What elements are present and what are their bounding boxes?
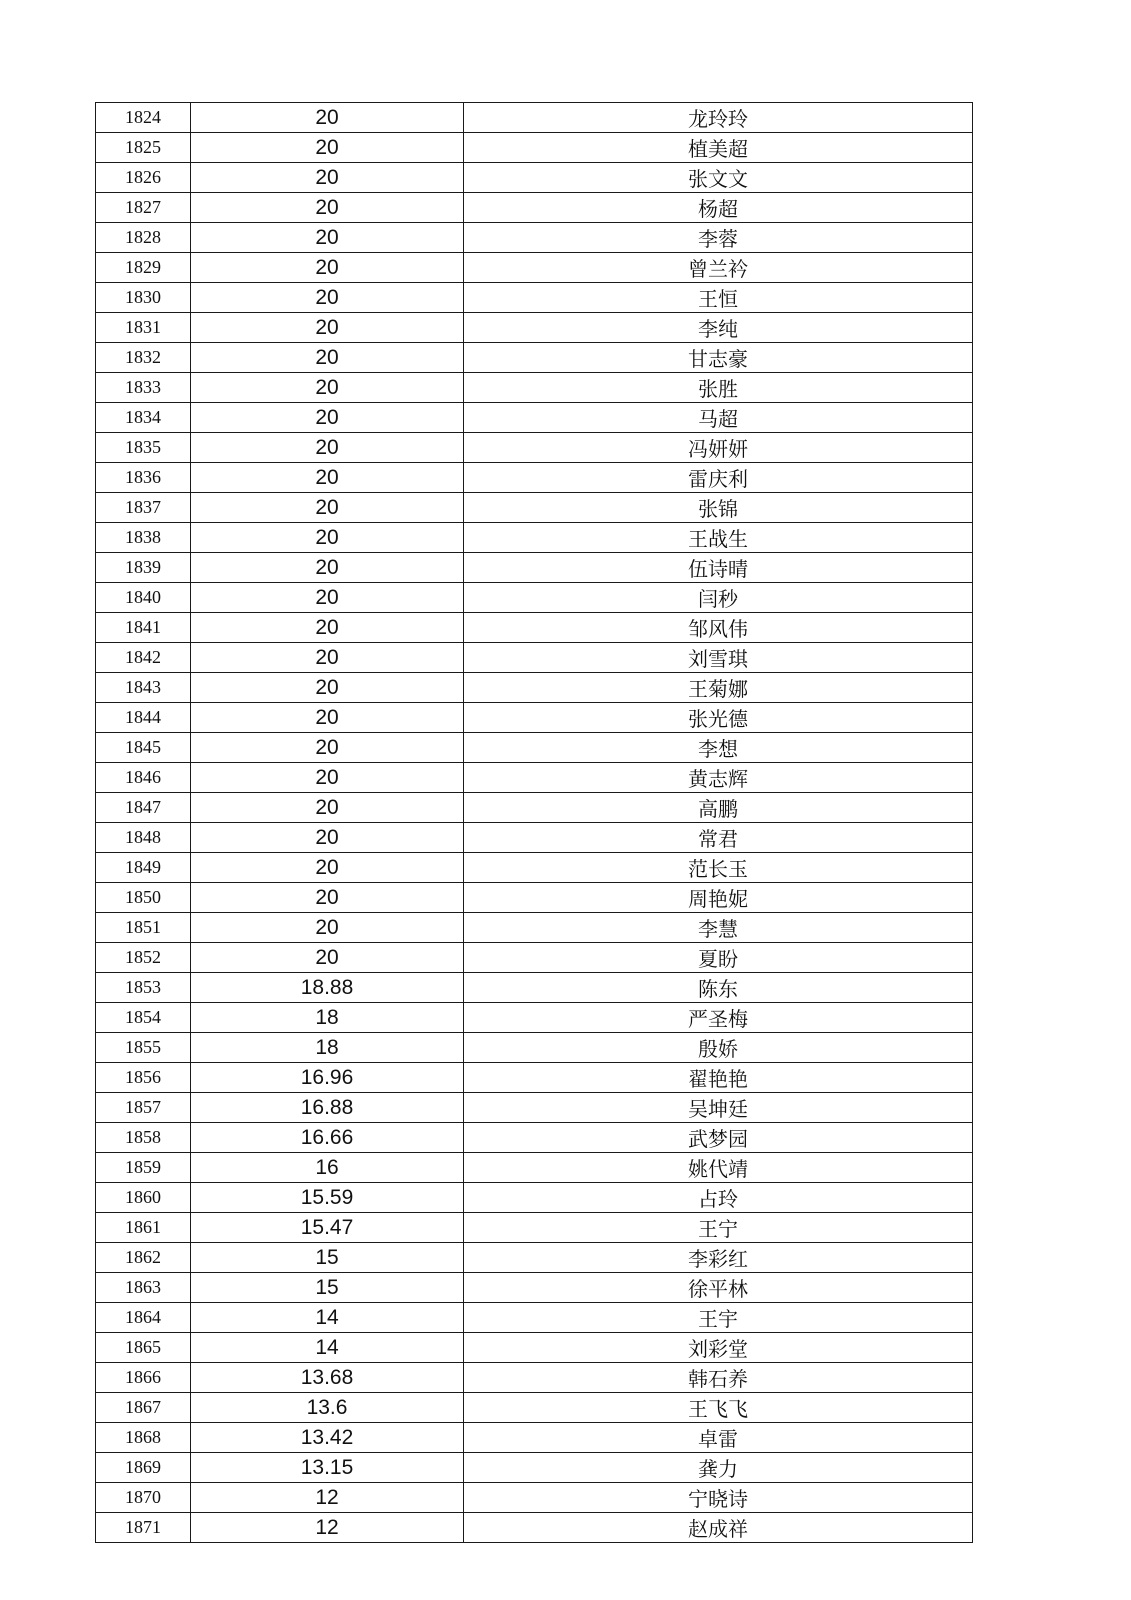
amount-cell: 16.96	[191, 1063, 464, 1093]
name-cell: 张光德	[464, 703, 973, 733]
name-cell: 张胜	[464, 373, 973, 403]
amount-cell: 20	[191, 463, 464, 493]
amount-cell: 20	[191, 253, 464, 283]
amount-cell: 20	[191, 343, 464, 373]
row-number-cell: 1841	[96, 613, 191, 643]
name-cell: 李蓉	[464, 223, 973, 253]
row-number-cell: 1866	[96, 1363, 191, 1393]
amount-cell: 20	[191, 703, 464, 733]
table-row	[96, 1333, 973, 1363]
table-row	[96, 403, 973, 433]
amount-cell: 15.47	[191, 1213, 464, 1243]
row-number-cell: 1825	[96, 133, 191, 163]
table-row	[96, 883, 973, 913]
amount-cell: 20	[191, 553, 464, 583]
table-row	[96, 1093, 973, 1123]
amount-cell: 20	[191, 613, 464, 643]
amount-cell: 18	[191, 1033, 464, 1063]
name-cell: 张锦	[464, 493, 973, 523]
row-number-cell: 1848	[96, 823, 191, 853]
table-row	[96, 433, 973, 463]
row-number-cell: 1830	[96, 283, 191, 313]
amount-cell: 20	[191, 733, 464, 763]
amount-cell: 18.88	[191, 973, 464, 1003]
name-cell: 占玲	[464, 1183, 973, 1213]
amount-cell: 13.6	[191, 1393, 464, 1423]
amount-cell: 20	[191, 523, 464, 553]
amount-cell: 15	[191, 1273, 464, 1303]
name-cell: 王宁	[464, 1213, 973, 1243]
row-number-cell: 1850	[96, 883, 191, 913]
amount-cell: 14	[191, 1333, 464, 1363]
table-row	[96, 1453, 973, 1483]
amount-cell: 20	[191, 223, 464, 253]
row-number-cell: 1858	[96, 1123, 191, 1153]
amount-cell: 16.66	[191, 1123, 464, 1153]
amount-cell: 13.15	[191, 1453, 464, 1483]
name-cell: 冯妍妍	[464, 433, 973, 463]
row-number-cell: 1824	[96, 103, 191, 133]
amount-cell: 20	[191, 763, 464, 793]
row-number-cell: 1831	[96, 313, 191, 343]
amount-cell: 12	[191, 1483, 464, 1513]
table-row	[96, 733, 973, 763]
amount-cell: 18	[191, 1003, 464, 1033]
amount-cell: 20	[191, 193, 464, 223]
row-number-cell: 1839	[96, 553, 191, 583]
name-cell: 闫秒	[464, 583, 973, 613]
row-number-cell: 1856	[96, 1063, 191, 1093]
name-cell: 植美超	[464, 133, 973, 163]
name-cell: 马超	[464, 403, 973, 433]
row-number-cell: 1855	[96, 1033, 191, 1063]
name-cell: 邹风伟	[464, 613, 973, 643]
row-number-cell: 1854	[96, 1003, 191, 1033]
name-cell: 黄志辉	[464, 763, 973, 793]
table-row	[96, 1423, 973, 1453]
amount-cell: 20	[191, 823, 464, 853]
table-row	[96, 1273, 973, 1303]
row-number-cell: 1859	[96, 1153, 191, 1183]
name-cell: 杨超	[464, 193, 973, 223]
table-row	[96, 253, 973, 283]
table-body	[96, 103, 973, 1543]
table-row	[96, 853, 973, 883]
table-row	[96, 1183, 973, 1213]
name-cell: 伍诗晴	[464, 553, 973, 583]
row-number-cell: 1864	[96, 1303, 191, 1333]
table-row	[96, 1513, 973, 1543]
name-cell: 高鹏	[464, 793, 973, 823]
amount-cell: 20	[191, 673, 464, 703]
name-cell: 王战生	[464, 523, 973, 553]
amount-cell: 20	[191, 493, 464, 523]
row-number-cell: 1863	[96, 1273, 191, 1303]
name-cell: 夏盼	[464, 943, 973, 973]
amount-cell: 20	[191, 283, 464, 313]
amount-cell: 20	[191, 133, 464, 163]
table-row	[96, 1483, 973, 1513]
table-row	[96, 613, 973, 643]
table-row	[96, 193, 973, 223]
table-row	[96, 523, 973, 553]
name-cell: 张文文	[464, 163, 973, 193]
table-row	[96, 223, 973, 253]
name-cell: 刘彩堂	[464, 1333, 973, 1363]
amount-cell: 20	[191, 853, 464, 883]
table-row	[96, 1033, 973, 1063]
row-number-cell: 1868	[96, 1423, 191, 1453]
table-row	[96, 103, 973, 133]
name-cell: 韩石养	[464, 1363, 973, 1393]
row-number-cell: 1851	[96, 913, 191, 943]
name-cell: 刘雪琪	[464, 643, 973, 673]
amount-cell: 20	[191, 313, 464, 343]
name-cell: 吴坤廷	[464, 1093, 973, 1123]
row-number-cell: 1837	[96, 493, 191, 523]
name-cell: 王菊娜	[464, 673, 973, 703]
row-number-cell: 1834	[96, 403, 191, 433]
amount-cell: 16	[191, 1153, 464, 1183]
amount-cell: 20	[191, 883, 464, 913]
name-cell: 李彩红	[464, 1243, 973, 1273]
table-row	[96, 1153, 973, 1183]
name-cell: 宁晓诗	[464, 1483, 973, 1513]
table-row	[96, 643, 973, 673]
table-row	[96, 583, 973, 613]
row-number-cell: 1832	[96, 343, 191, 373]
table-row	[96, 1393, 973, 1423]
row-number-cell: 1867	[96, 1393, 191, 1423]
amount-cell: 20	[191, 403, 464, 433]
row-number-cell: 1871	[96, 1513, 191, 1543]
table-row	[96, 553, 973, 583]
row-number-cell: 1862	[96, 1243, 191, 1273]
row-number-cell: 1836	[96, 463, 191, 493]
name-cell: 曾兰衿	[464, 253, 973, 283]
name-cell: 常君	[464, 823, 973, 853]
name-cell: 姚代靖	[464, 1153, 973, 1183]
table-row	[96, 283, 973, 313]
amount-cell: 20	[191, 433, 464, 463]
row-number-cell: 1828	[96, 223, 191, 253]
amount-cell: 20	[191, 163, 464, 193]
table-row	[96, 973, 973, 1003]
name-cell: 殷娇	[464, 1033, 973, 1063]
amount-cell: 20	[191, 583, 464, 613]
table-row	[96, 823, 973, 853]
name-cell: 翟艳艳	[464, 1063, 973, 1093]
table-row	[96, 313, 973, 343]
table-row	[96, 793, 973, 823]
row-number-cell: 1861	[96, 1213, 191, 1243]
name-cell: 李慧	[464, 913, 973, 943]
table-row	[96, 913, 973, 943]
amount-cell: 20	[191, 103, 464, 133]
name-cell: 雷庆利	[464, 463, 973, 493]
name-cell: 武梦园	[464, 1123, 973, 1153]
row-number-cell: 1842	[96, 643, 191, 673]
table-row	[96, 703, 973, 733]
name-cell: 王飞飞	[464, 1393, 973, 1423]
table-row	[96, 373, 973, 403]
row-number-cell: 1840	[96, 583, 191, 613]
row-number-cell: 1865	[96, 1333, 191, 1363]
amount-cell: 14	[191, 1303, 464, 1333]
amount-cell: 20	[191, 643, 464, 673]
table-row	[96, 1213, 973, 1243]
table-row	[96, 1003, 973, 1033]
table-row	[96, 133, 973, 163]
row-number-cell: 1847	[96, 793, 191, 823]
amount-cell: 15.59	[191, 1183, 464, 1213]
table-row	[96, 673, 973, 703]
name-cell: 徐平林	[464, 1273, 973, 1303]
table-row	[96, 163, 973, 193]
table-row	[96, 943, 973, 973]
name-cell: 卓雷	[464, 1423, 973, 1453]
name-cell: 赵成祥	[464, 1513, 973, 1543]
amount-cell: 16.88	[191, 1093, 464, 1123]
name-cell: 王恒	[464, 283, 973, 313]
table-row	[96, 1243, 973, 1273]
table-row	[96, 763, 973, 793]
row-number-cell: 1860	[96, 1183, 191, 1213]
table-row	[96, 1123, 973, 1153]
row-number-cell: 1853	[96, 973, 191, 1003]
table-row	[96, 493, 973, 523]
row-number-cell: 1826	[96, 163, 191, 193]
name-cell: 陈东	[464, 973, 973, 1003]
amount-cell: 20	[191, 943, 464, 973]
row-number-cell: 1845	[96, 733, 191, 763]
name-cell: 龚力	[464, 1453, 973, 1483]
row-number-cell: 1844	[96, 703, 191, 733]
row-number-cell: 1829	[96, 253, 191, 283]
row-number-cell: 1857	[96, 1093, 191, 1123]
row-number-cell: 1838	[96, 523, 191, 553]
row-number-cell: 1843	[96, 673, 191, 703]
name-cell: 甘志豪	[464, 343, 973, 373]
table-row	[96, 1303, 973, 1333]
name-cell: 严圣梅	[464, 1003, 973, 1033]
name-cell: 龙玲玲	[464, 103, 973, 133]
name-cell: 范长玉	[464, 853, 973, 883]
name-cell: 李想	[464, 733, 973, 763]
table-row	[96, 1363, 973, 1393]
row-number-cell: 1833	[96, 373, 191, 403]
row-number-cell: 1835	[96, 433, 191, 463]
table-row	[96, 1063, 973, 1093]
row-number-cell: 1849	[96, 853, 191, 883]
amount-cell: 13.42	[191, 1423, 464, 1453]
name-cell: 王宇	[464, 1303, 973, 1333]
row-number-cell: 1827	[96, 193, 191, 223]
amount-cell: 20	[191, 793, 464, 823]
name-cell: 李纯	[464, 313, 973, 343]
amount-cell: 12	[191, 1513, 464, 1543]
table-row	[96, 463, 973, 493]
amount-cell: 20	[191, 913, 464, 943]
row-number-cell: 1852	[96, 943, 191, 973]
table-row	[96, 343, 973, 373]
row-number-cell: 1870	[96, 1483, 191, 1513]
amount-cell: 13.68	[191, 1363, 464, 1393]
row-number-cell: 1869	[96, 1453, 191, 1483]
name-cell: 周艳妮	[464, 883, 973, 913]
amount-cell: 20	[191, 373, 464, 403]
donation-table	[95, 102, 973, 1543]
row-number-cell: 1846	[96, 763, 191, 793]
amount-cell: 15	[191, 1243, 464, 1273]
